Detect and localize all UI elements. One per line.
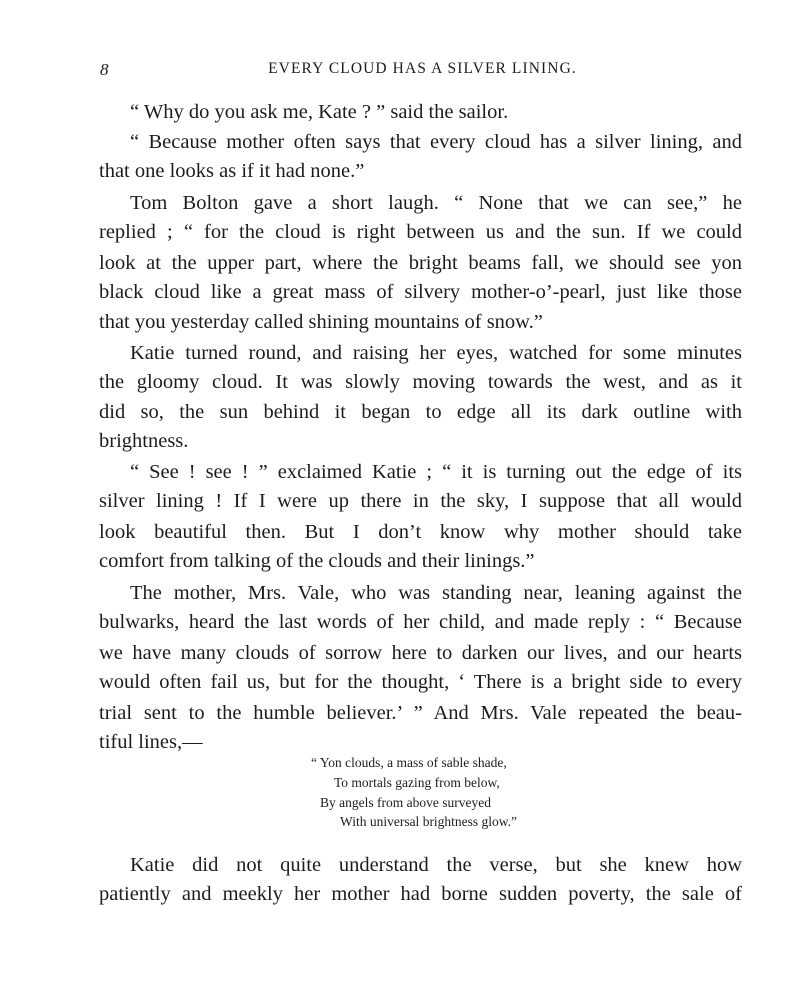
paragraph-4-line-2: the gloomy cloud. It was slowly moving towards the west, and as it [99, 371, 742, 393]
running-title: EVERY CLOUD HAS A SILVER LINING. [268, 60, 577, 77]
paragraph-6-line-3: we have many clouds of sorrow here to darken our lives, and our hearts [99, 642, 742, 664]
paragraph-2-line-1: “ Because mother often says that every cloud has a silver lining, and [130, 131, 742, 153]
closing-paragraph-line-1: Katie did not quite understand the verse, but she knew how [130, 854, 742, 876]
verse-line-3: By angels from above surveyed [320, 795, 491, 810]
paragraph-5-line-1: “ See ! see ! ” exclaimed Katie ; “ it is turning out the edge of its [130, 461, 742, 483]
paragraph-3-line-3: look at the upper part, where the bright beams fall, we should see yon [99, 252, 742, 274]
verse-line-1: “ Yon clouds, a mass of sable shade, [311, 755, 507, 770]
paragraph-4-line-4: brightness. [99, 430, 189, 452]
paragraph-6-line-4: would often fail us, but for the thought, ‘ There is a bright side to every [99, 671, 742, 693]
paragraph-4-line-3: did so, the sun behind it began to edge all its dark outline with [99, 401, 742, 423]
paragraph-6-line-1: The mother, Mrs. Vale, who was standing near, leaning against the [130, 582, 742, 604]
paragraph-5-line-4: comfort from talking of the clouds and their linings.” [99, 550, 535, 572]
paragraph-6-line-2: bulwarks, heard the last words of her child, and made reply : “ Because [99, 611, 742, 633]
running-head [100, 60, 745, 84]
paragraph-6-line-5: trial sent to the humble believer.’ ” And Mrs. Vale repeated the beau- [99, 702, 742, 724]
paragraph-3-line-4: black cloud like a great mass of silvery mother-o’-pearl, just like those [99, 281, 742, 303]
paragraph-3-line-2: replied ; “ for the cloud is right between us and the sun. If we could [99, 221, 742, 243]
paragraph-2-line-2: that one looks as if it had none.” [99, 160, 365, 182]
paragraph-1-line-1: “ Why do you ask me, Kate ? ” said the sailor. [130, 101, 509, 123]
closing-paragraph-line-2: patiently and meekly her mother had borne sudden poverty, the sale of [99, 883, 742, 905]
verse-line-2: To mortals gazing from below, [334, 775, 500, 790]
paragraph-3-line-5: that you yesterday called shining mountains of snow.” [99, 311, 543, 333]
paragraph-5-line-3: look beautiful then. But I don’t know why mother should take [99, 521, 742, 543]
paragraph-3-line-1: Tom Bolton gave a short laugh. “ None that we can see,” he [130, 192, 742, 214]
paragraph-5-line-2: silver lining ! If I were up there in the sky, I suppose that all would [99, 490, 742, 512]
paragraph-4-line-1: Katie turned round, and raising her eyes, watched for some minutes [130, 342, 742, 364]
verse-line-4: With universal brightness glow.” [340, 814, 518, 829]
paragraph-6-line-6: tiful lines,— [99, 731, 203, 753]
page-number: 8 [100, 60, 109, 79]
